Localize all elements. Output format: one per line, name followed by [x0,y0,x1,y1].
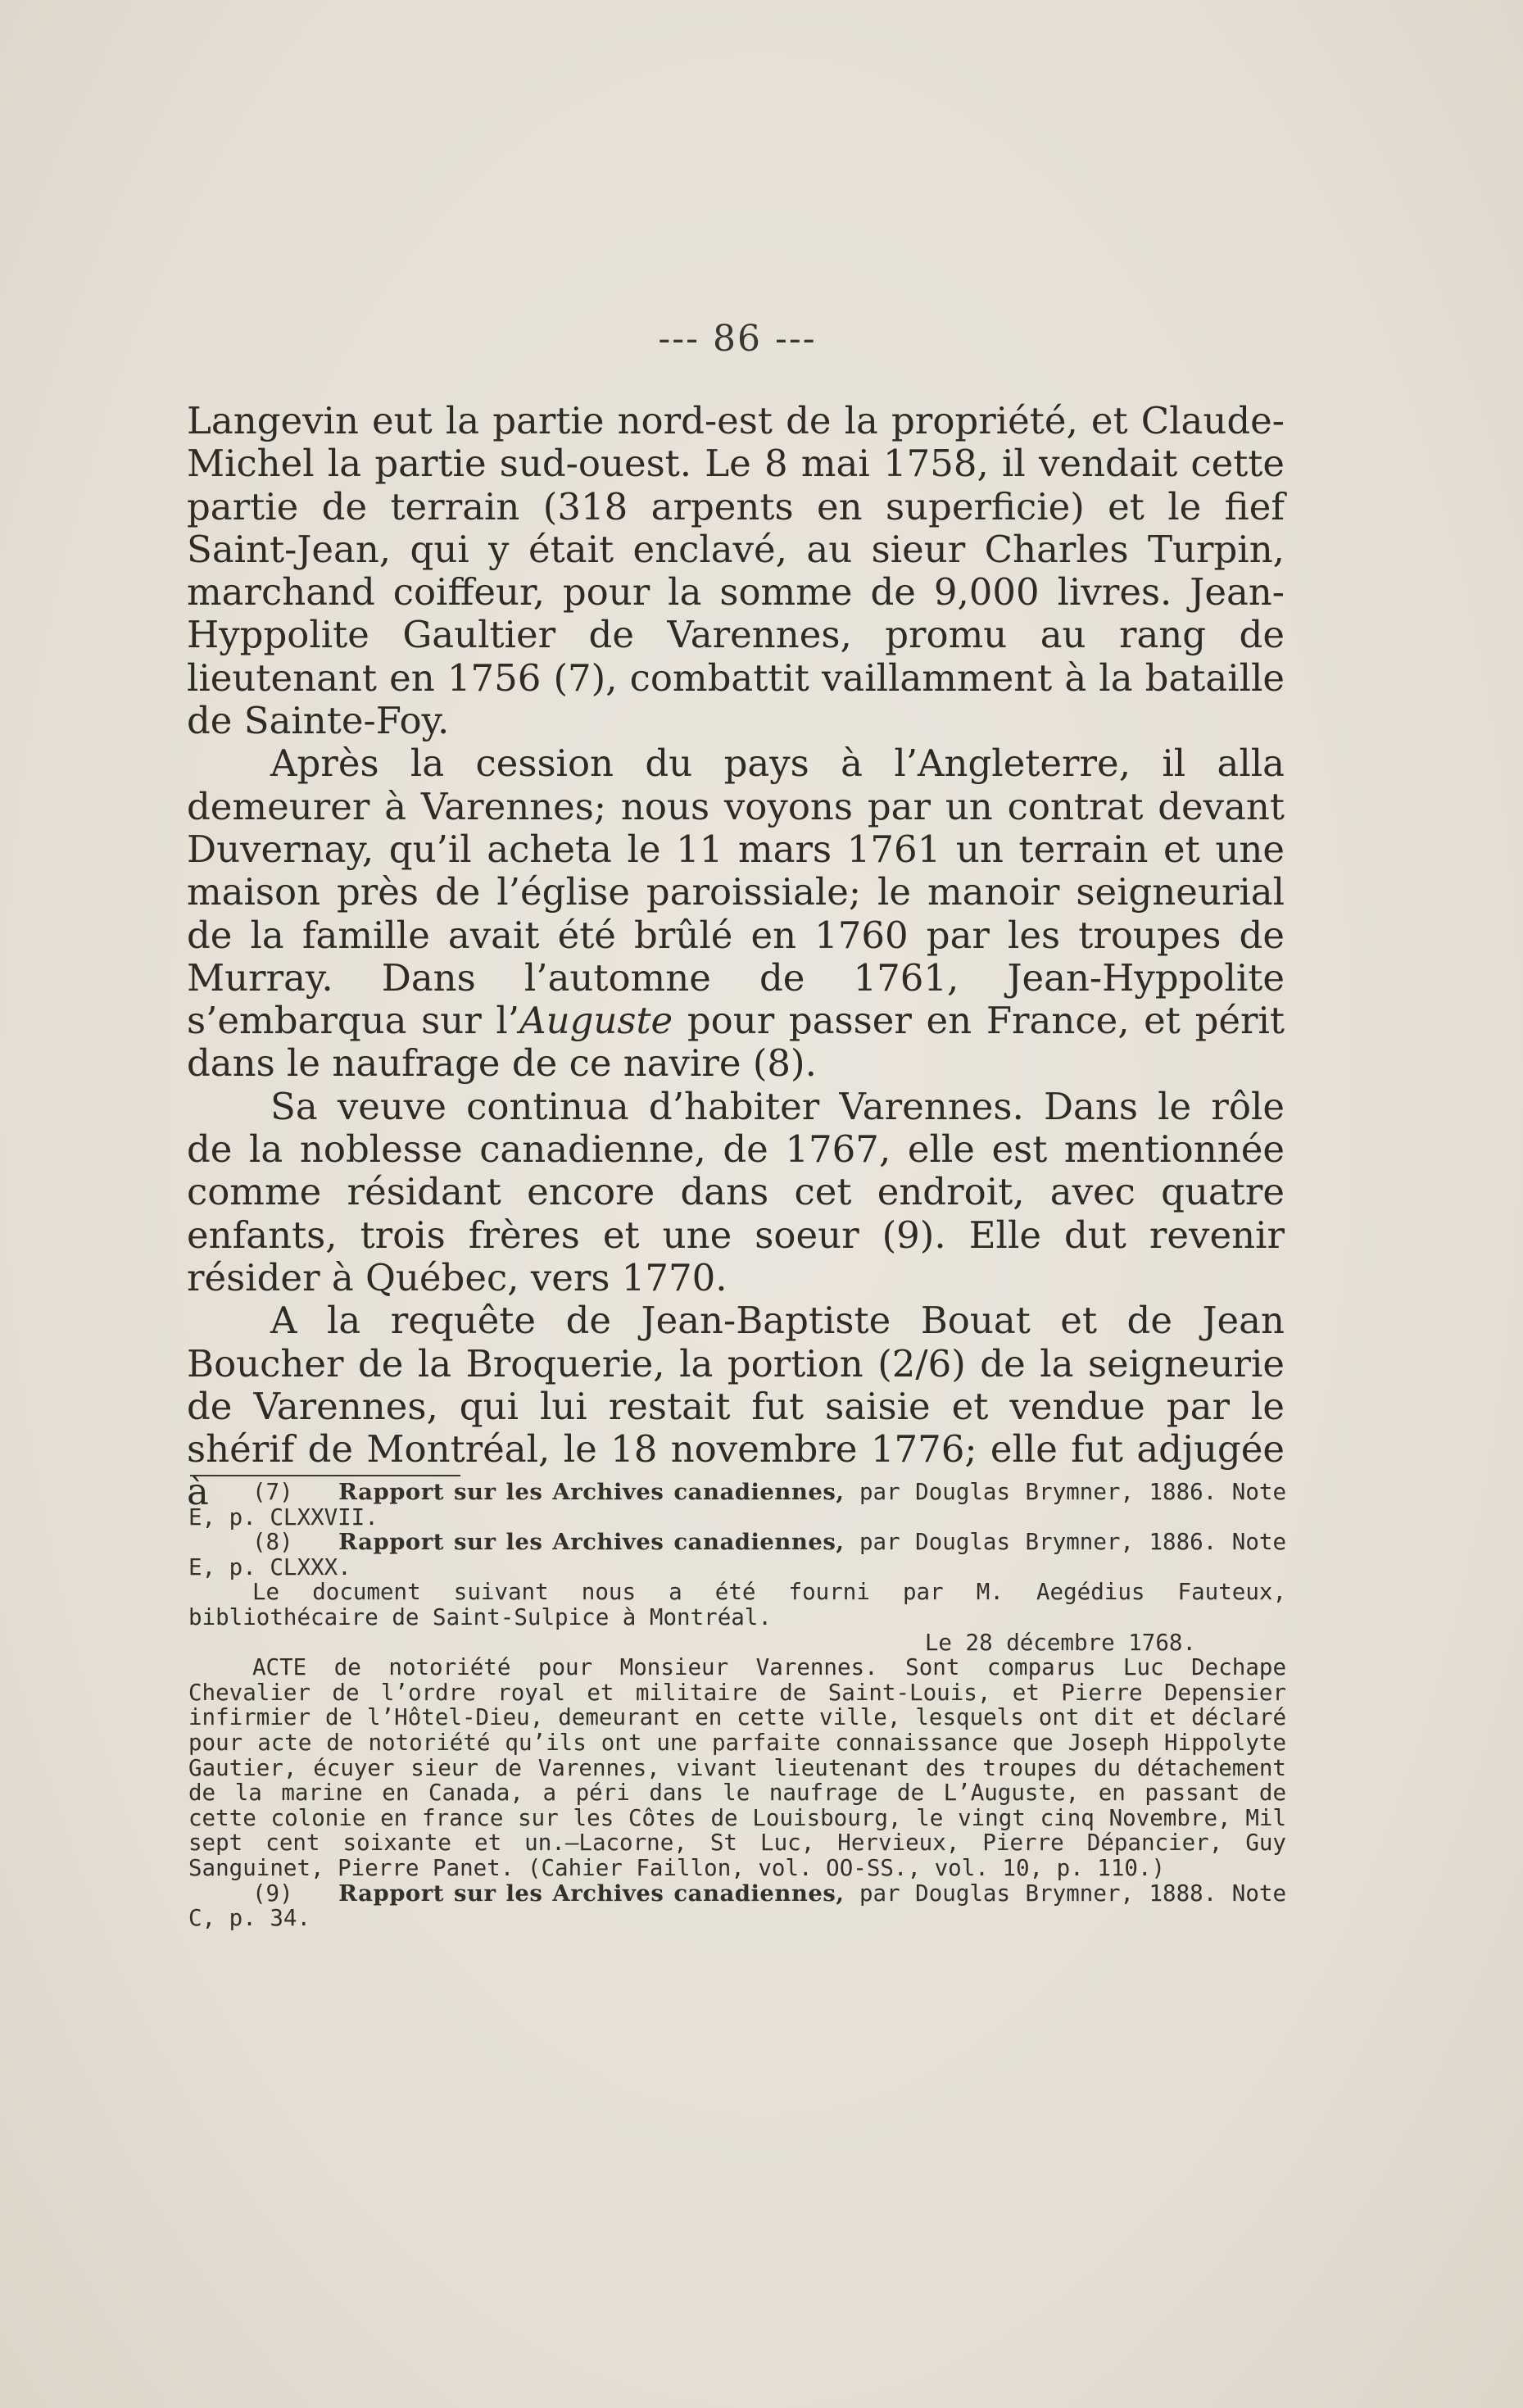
footnote-8-acte: ACTE de notoriété pour Monsieur Varennes. Sont comparus Luc Dechape Chevalier de l’ordre royal et militaire de Saint-Louis, et Pierre Depensier infirmier de l’Hôtel-Dieu, demeurant en cette ville, lesquels ont dit et déclaré pour acte de notoriété qu’ils ont une parfaite connaissance que Joseph Hippolyte Gautier, écuyer sieur de Varennes, vivant lieutenant des troupes du détachement de la marine en Canada, a péri dans le naufrage de L’Auguste, en passant de cette colonie en france sur les Côtes de Louisbourg, le vingt cinq Novembre, Mil sept cent soixante et un.—Lacorne, St Luc, Hervieux, Pierre Dépancier, Guy Sanguinet, Pierre Panet. (Cahier Faillon, vol. OO-SS., vol. 10, p. 110.) [188,1654,1286,1881]
footnote-7-source: Rapport sur les Archives canadiennes, [338,1479,845,1505]
main-text [187,400,1285,1514]
footnote-9-source: Rapport sur les Archives canadiennes, [338,1880,845,1907]
paragraph-2-text: Après la cession du pays à l’Angleterre, il alla demeurer à Varennes; nous voyons par un contrat devant Duvernay, qu’il acheta le 11 mars 1761 un terrain et une maison près de l’église paroissiale; le manoir seigneurial de la famille avait été brûlé en 1760 par les troupes de Murray. Dans l’automne de 1761, Jean-Hyppolite s’embarqua sur l’ [187,741,1285,1043]
footnote-9-rest: par Douglas Brymner, 1888. Note C, p. 34. [188,1880,1286,1932]
footnote-7-rest: par Douglas Brymner, 1886. Note E, p. CLXXVII. [188,1479,1286,1531]
paragraph-3: Sa veuve continua d’habiter Varennes. Dans le rôle de la noblesse canadienne, de 1767, elle est mentionnée comme résidant encore dans cet endroit, avec quatre enfants, trois frères et une soeur (9). Elle dut revenir résider à Québec, vers 1770. [187,1084,1285,1299]
page-number: --- 86 --- [658,318,817,360]
footnote-7-mark: (7) [252,1479,293,1505]
footnote-8 [188,1530,1286,1580]
paragraph-1: Langevin eut la partie nord-est de la propriété, et Claude-Michel la partie sud-ouest. Le 8 mai 1758, il vendait cette partie de terrain (318 arpents en superficie) et le fief Saint-Jean, qui y était enclavé, au sieur Charles Turpin, marchand coiffeur, pour la somme de 9,000 livres. Jean-Hyppolite Gaultier de Varennes, promu au rang de lieutenant en 1756 (7), combattit vaillamment à la bataille de Sainte-Foy. [187,399,1285,743]
footnote-9-mark: (9) [252,1880,293,1907]
paragraph-2-tail: pour passer en France, et périt dans le naufrage de ce navire (8). [187,999,1285,1086]
footnote-9 [188,1881,1286,1931]
footnote-8-rest: par Douglas Brymner, 1886. Note E, p. CLXXX. [188,1529,1286,1580]
footnote-divider [190,1475,460,1476]
paragraph-2 [187,742,1285,1085]
footnote-8-intro: Le document suivant nous a été fourni par M. Aegédius Fauteux, bibliothécaire de Saint-Sulpice à Montréal. [188,1579,1286,1630]
footnote-8-date: Le 28 décembre 1768. [924,1629,1196,1656]
footnotes [188,1480,1286,1931]
footnote-8-source: Rapport sur les Archives canadiennes, [338,1529,845,1556]
footnote-8-mark: (8) [252,1529,293,1556]
ship-name: Auguste [519,999,673,1043]
footnote-7 [188,1480,1286,1530]
paragraph-4: A la requête de Jean-Baptiste Bouat et de Jean Boucher de la Broquerie, la portion (2/6) de la seigneurie de Varennes, qui lui restait fut saisie et vendue par le shérif de Montréal, le 18 novembre 1776; elle fut adjugée à [187,1299,1285,1514]
